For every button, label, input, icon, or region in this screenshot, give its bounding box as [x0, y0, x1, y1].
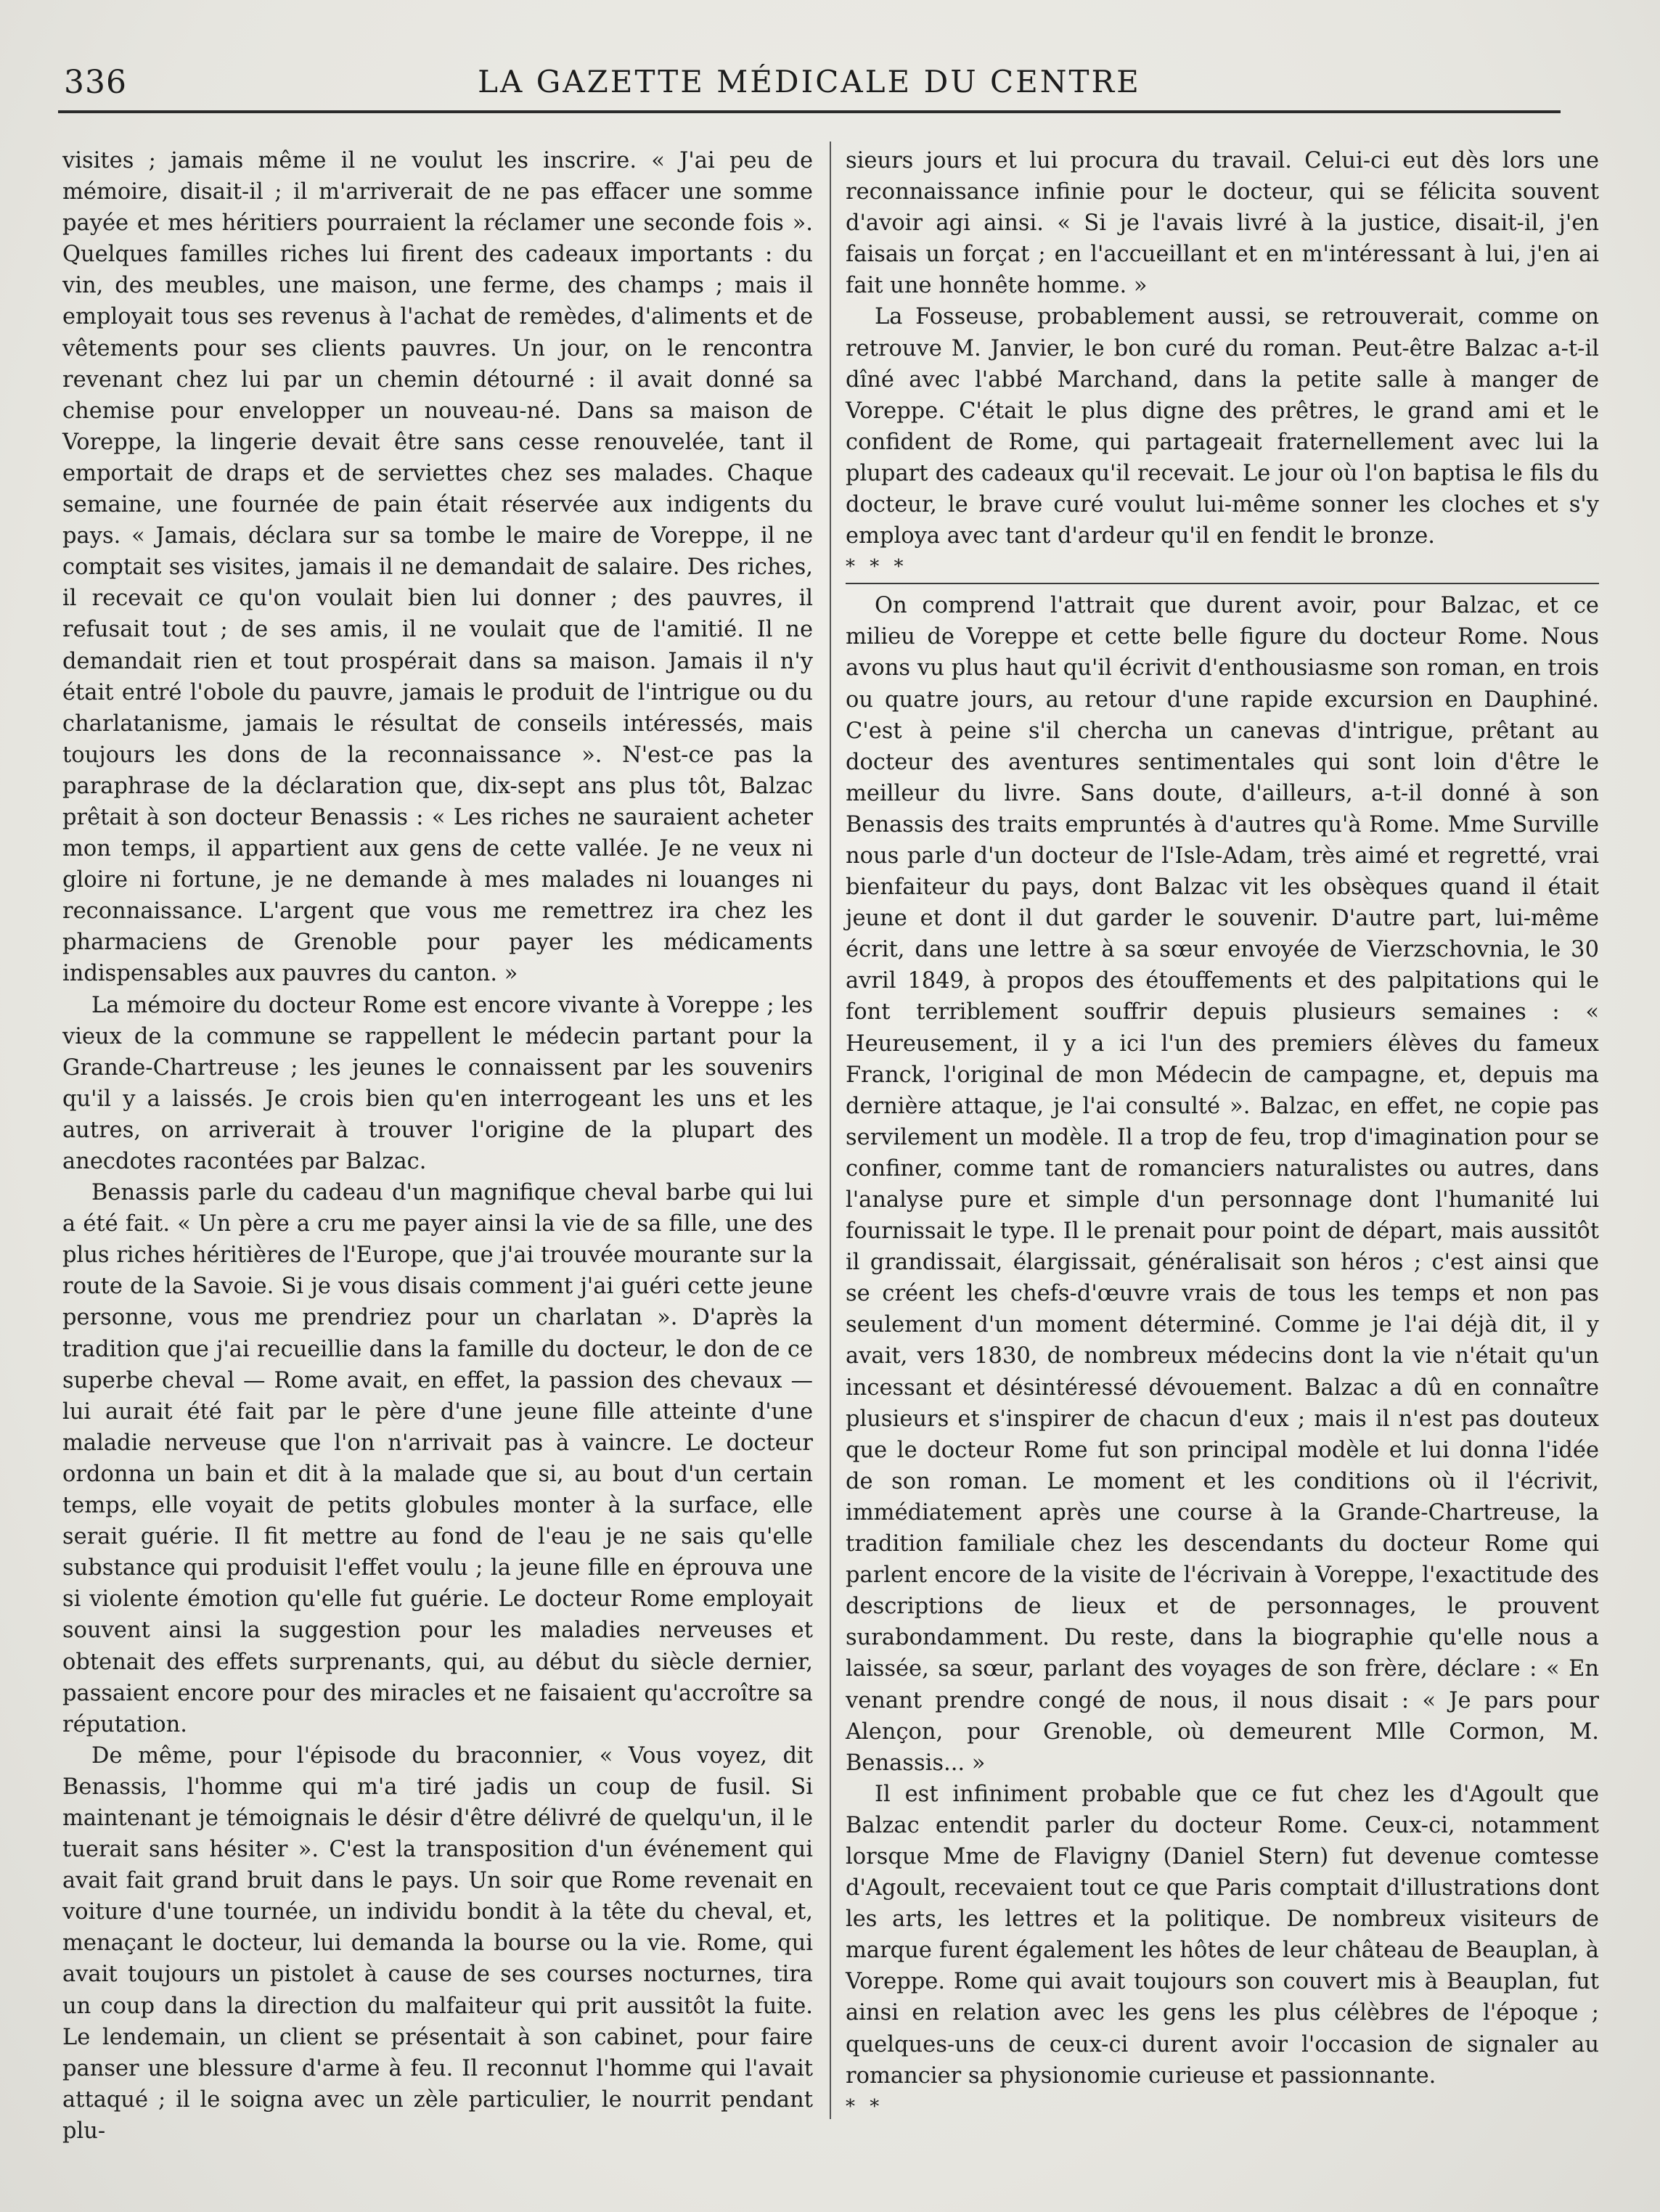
left-paragraph-1: visites ; jamais même il ne voulut les inscrire. « J'ai peu de mémoire, disait-il ; il m'arriverait de ne pas effacer une somme payée et mes héritiers pourraient la réclamer une seconde fois ». Quelques familles riches lui firent des cadeaux importants : du vin, des meubles, une maison, une ferme, des champs ; mais il employait tous ses revenus à l'achat de remèdes, d'aliments et de vêtements pour ses clients pauvres. Un jour, on le rencontra revenant chez lui par un chemin détourné : il avait donné sa chemise pour envelopper un nouveau-né. Dans sa maison de Voreppe, la lingerie devait être sans cesse renouvelée, tant il emportait de draps et de serviettes chez ses malades. Chaque semaine, une fournée de pain était réservée aux indigents du pays. « Jamais, déclara sur sa tombe le maire de Voreppe, il ne comptait ses visites, jamais il ne demandait de salaire. Des riches, il recevait ce qu'on voulait bien lui donner ; des pauvres, il refusait tout ; de ses amis, il ne voulait que de l'amitié. Il ne demandait rien et tout prospérait dans sa maison. Jamais il n'y était entré l'obole du pauvre, jamais le produit de l'intrigue ou du charlatanisme, jamais le résultat de conseils intéressés, mais toujours les dons de la reconnaissance ». N'est-ce pas la paraphrase de la déclaration que, dix-sept ans plus tôt, Balzac prêtait à son docteur Benassis : « Les riches ne sauraient acheter mon temps, il appartient aux gens de cette vallée. Je ne veux ni gloire ni fortune, je ne demande à mes malades ni louanges ni reconnaissance. L'argent que vous me remettrez ira chez les pharmaciens de Grenoble pour payer les médicaments indispensables aux pauvres du canton. »	[62, 148, 813, 987]
journal-title: LA GAZETTE MÉDICALE DU CENTRE	[478, 64, 1141, 99]
page-header	[58, 58, 1561, 123]
left-paragraph-2: La mémoire du docteur Rome est encore vivante à Voreppe ; les vieux de la commune se rappellent le médecin partant pour la Grande-Chartreuse ; les jeunes le connaissent par les souvenirs qu'il y a laissés. Je crois bien qu'en interrogeant les uns et les autres, on arriverait à trouver l'origine de la plupart des anecdotes racontées par Balzac.	[62, 992, 813, 1174]
left-column	[62, 145, 813, 2147]
right-column	[846, 145, 1599, 2123]
header-rule	[58, 110, 1561, 113]
page-number: 336	[64, 64, 127, 101]
right-paragraph-1: sieurs jours et lui procura du travail. Celui-ci eut dès lors une reconnaissance infinie pour le docteur, qui se félicita souvent d'avoir agi ainsi. « Si je l'avais livré à la justice, disait-il, j'en faisais un forçat ; en l'accueillant et en m'intéressant à lui, j'en ai fait une honnête homme. »	[846, 148, 1599, 299]
right-paragraph-3: On comprend l'attrait que durent avoir, pour Balzac, et ce milieu de Voreppe et cette belle figure du docteur Rome. Nous avons vu plus haut qu'il écrivit d'enthousiasme son roman, en trois ou quatre jours, au retour d'une rapide excursion en Dauphiné. C'est à peine s'il chercha un canevas d'intrigue, prêtant au docteur des aventures sentimentales qui sont loin d'être le meilleur du livre. Sans doute, d'ailleurs, a-t-il donné à son Benassis des traits empruntés à d'autres qu'à Rome. Mme Surville nous parle d'un docteur de l'Isle-Adam, très aimé et regretté, vrai bienfaiteur du pays, dont Balzac vit les obsèques quand il était jeune et dont il dut garder le souvenir. D'autre part, lui-même écrit, dans une lettre à sa sœur envoyée de Vierzschovnia, le 30 avril 1849, à propos des étouffements et des palpitations qui le font terriblement souffrir depuis plusieurs semaines : « Heureusement, il y a ici l'un des premiers élèves du fameux Franck, l'original de mon Médecin de campagne, et, depuis ma dernière attaque, je l'ai consulté ». Balzac, en effet, ne copie pas servilement un modèle. Il a trop de feu, trop d'imagination pour se confiner, comme tant de romanciers naturalistes ou autres, dans l'analyse pure et simple d'un personnage dont l'humanité lui fournissait le type. Il le prenait pour point de départ, mais aussitôt il grandissait, élargissait, généralisait son héros ; c'est ainsi que se créent les chefs-d'œuvre vrais de tous les temps et non pas seulement d'un moment déterminé. Comme je l'ai déjà dit, il y avait, vers 1830, de nombreux médecins dont la vie n'était qu'un incessant et désintéressé dévouement. Balzac a dû en connaître plusieurs et s'inspirer de chacun d'eux ; mais il n'est pas douteux que le docteur Rome fut son principal modèle et lui donna l'idée de son roman. Le moment et les conditions où il l'écrivit, immédiatement après une course à la Grande-Chartreuse, la tradition familiale chez les descendants du docteur Rome qui parlent encore de la visite de l'écrivain à Voreppe, l'exactitude des descriptions de lieux et de personnages, le prouvent surabondamment. Du reste, dans la biographie qu'elle nous a laissée, sa sœur, parlant des voyages de son frère, déclare : « En venant prendre congé de nous, il nous disait : « Je pars pour Alençon, pour Grenoble, où demeurent Mlle Cormon, M. Benassis... »	[846, 593, 1599, 1776]
right-paragraph-2: La Fosseuse, probablement aussi, se retrouverait, comme on retrouve M. Janvier, le bon curé du roman. Peut-être Balzac a-t-il dîné avec l'abbé Marchand, dans la petite salle à manger de Voreppe. C'était le plus digne des prêtres, le grand ami et le confident de Rome, qui partageait fraternellement avec lui la plupart des cadeaux qu'il recevait. Le jour où l'on baptisa le fils du docteur, le brave curé voulut lui-même sonner les cloches et s'y employa avec tant d'ardeur qu'il en fendit le bronze.	[846, 304, 1599, 549]
left-paragraph-3: Benassis parle du cadeau d'un magnifique cheval barbe qui lui a été fait. « Un père a cru me payer ainsi la vie de sa fille, une des plus riches héritières de l'Europe, que j'ai trouvée mourante sur la route de la Savoie. Si je vous disais comment j'ai guéri cette jeune personne, vous me prendriez pour un charlatan ». D'après la tradition que j'ai recueillie dans la famille du docteur, le don de ce superbe cheval — Rome avait, en effet, la passion des chevaux — lui aurait été fait par le père d'une jeune fille atteinte d'une maladie nerveuse que l'on n'arrivait pas à vaincre. Le docteur ordonna un bain et dit à la malade que si, au bout d'un certain temps, elle voyait de petits globules monter à la surface, elle serait guérie. Il fit mettre au fond de l'eau je ne sais qu'elle substance qui produisit l'effet voulu ; la jeune fille en éprouva une si violente émotion qu'elle fut guérie. Le docteur Rome employait souvent ainsi la suggestion pour les maladies nerveuses et obtenait des effets surprenants, qui, au début du siècle dernier, passaient encore pour des miracles et ne faisaient qu'accroître sa réputation.	[62, 1180, 813, 1737]
right-paragraph-4: Il est infiniment probable que ce fut chez les d'Agoult que Balzac entendit parler du docteur Rome. Ceux-ci, notamment lorsque Mme de Flavigny (Daniel Stern) fut devenue comtesse d'Agoult, recevaient tout ce que Paris comptait d'illustrations dont les arts, les lettres et la politique. De nombreux visiteurs de marque furent également les hôtes de leur château de Beauplan, à Voreppe. Rome qui avait toujours son couvert mis à Beauplan, fut ainsi en relation avec les gens les plus célèbres de l'époque ; quelques-uns de ceux-ci durent avoir l'occasion de signaler au romancier sa physionomie curieuse et passionnante.	[846, 1781, 1599, 2089]
section-separator: * * *	[846, 556, 908, 578]
section-rule	[846, 583, 1599, 584]
column-divider	[830, 142, 831, 2119]
left-paragraph-4: De même, pour l'épisode du braconnier, « Vous voyez, dit Benassis, l'homme qui m'a tiré jadis un coup de fusil. Si maintenant je témoignais le désir d'être délivré de quelqu'un, il le tuerait sans hésiter ». C'est la transposition d'un événement qui avait fait grand bruit dans le pays. Un soir que Rome revenait en voiture d'une tournée, un individu bondit à la tête du cheval, et, menaçant le docteur, lui demanda la bourse ou la vie. Rome, qui avait toujours un pistolet à cause de ses courses nocturnes, tira un coup dans la direction du malfaiteur qui prit aussitôt la fuite. Le lendemain, un client se présentait à son cabinet, pour faire panser une blessure d'arme à feu. Il reconnut l'homme qui l'avait attaqué ; il le soigna avec un zèle particulier, le nourrit pendant plu-	[62, 1742, 813, 2144]
section-separator-end: * *	[846, 2095, 884, 2118]
